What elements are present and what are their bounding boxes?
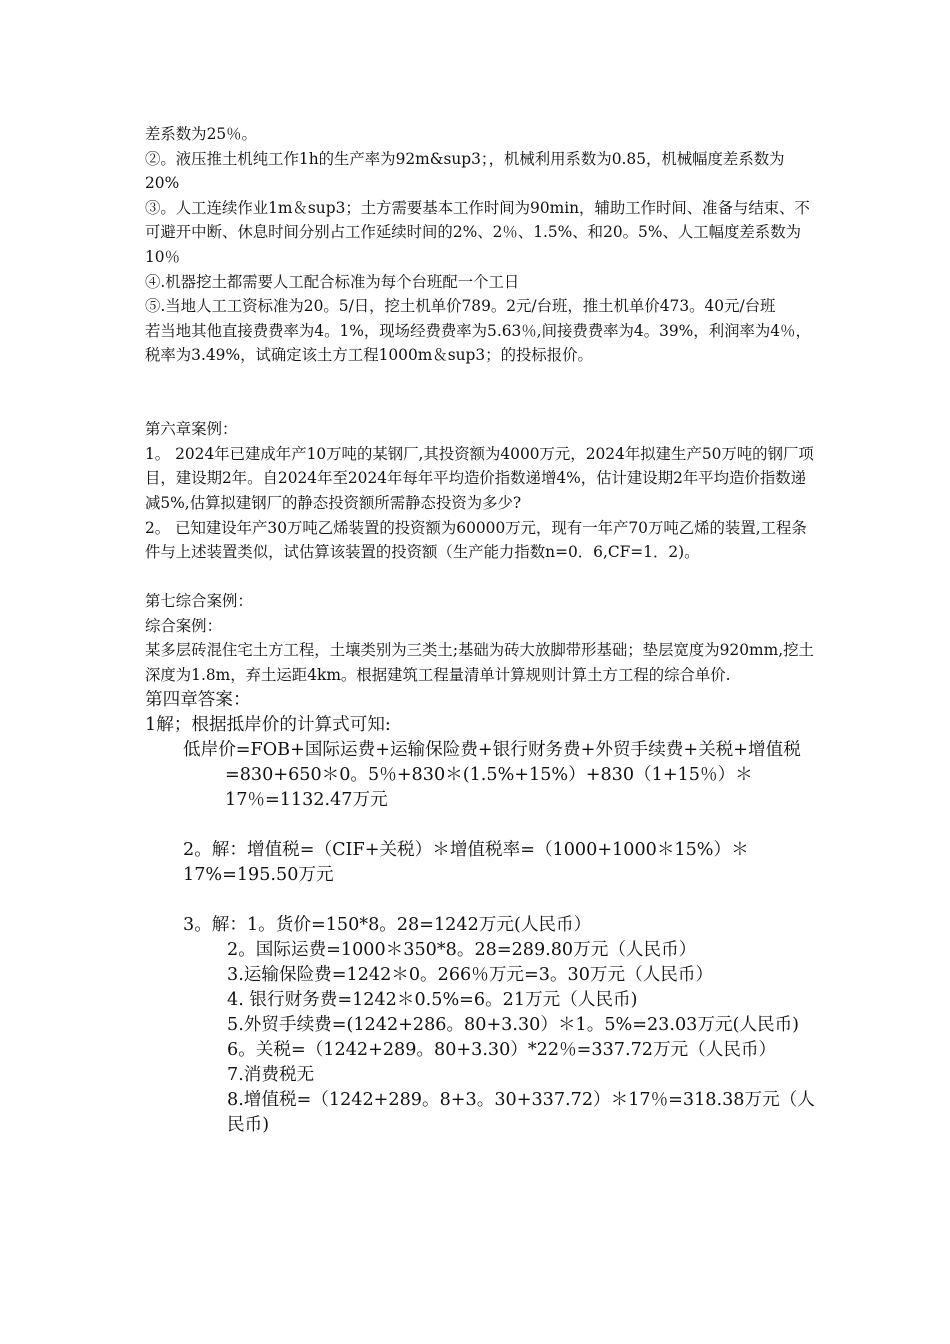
answer-3-item: 7.消费税无 (227, 1064, 315, 1085)
section-heading-ch4-answers: 第四章答案： (145, 689, 251, 710)
list-item: ③。人工连续作业1m＆sup3；土方需要基本工作时间为90min，辅助工作时间、准备与结束、不可避开中断、休息时间分别占工作延续时间的2%、2％、1.5%、和20。5%、人工幅度差系数为10％ (145, 198, 810, 266)
question-1: 1。 2024年已建成年产10万吨的某钢厂,其投资额为4000万元，2024年拟建生产50万吨的钢厂项目，建设期2年。自2024年至2024年每年平均造价指数递增4%，估计建设期2年平均造价指数递减5%,估算拟建钢厂的静态投资额所需静态投资为多少? (145, 444, 814, 512)
answer-1-formula: 低岸价=FOB+国际运费+运输保险费+银行财务费+外贸手续费+关税+增值税 (183, 739, 801, 760)
answer-3-item: 4. 银行财务费=1242＊0.5%=6。21万元（人民币) (227, 989, 638, 1010)
answer-3-item: 2。国际运费=1000＊350*8。28=289.80万元（人民币） (227, 939, 697, 960)
list-item: ⑤.当地人工工资标准为20。5/日，挖土机单价789。2元/台班，推土机单价473。40元/台班 (145, 297, 776, 316)
blank-line (145, 888, 815, 913)
answer-1-calculation: =830+650＊0。5％+830＊(1.5%+15%）+830（1+15％）＊17％=1132.47万元 (225, 764, 753, 810)
paragraph: 差系数为25％。 (145, 125, 257, 143)
answer-3-item: 3.运输保险费=1242＊0。266％万元=3。30万元（人民币） (227, 964, 714, 985)
section-heading-ch6: 第六章案例： (145, 420, 238, 439)
paragraph: 若当地其他直接费费率为4。1%，现场经费费率为5.63％,间接费费率为4。39%，利润率为4％，税率为3.49%，试确定该土方工程1000m＆sup3；的投标报价。 (145, 321, 811, 365)
blank-line (145, 393, 815, 418)
answer-1-intro: 1解；根据抵岸价的计算式可知: (145, 714, 391, 735)
answer-3-title: 3。解：1。货价=150*8。28=1242万元(人民币） (183, 914, 592, 935)
list-item: ④.机器挖土都需要人工配合标准为每个台班配一个工日 (145, 272, 520, 291)
blank-line (145, 565, 815, 590)
answer-3-item: 8.增值税=（1242+289。8+3。30+337.72）＊17％=318.38万元（人民币) (227, 1089, 815, 1135)
document-body (145, 122, 815, 1138)
answer-3-item: 5.外贸手续费=(1242+286。80+3.30）＊1。5%=23.03万元(人民币) (227, 1014, 800, 1035)
case-description: 某多层砖混住宅土方工程，土壤类别为三类土;基础为砖大放脚带形基础；垫层宽度为920mm,挖土深度为1.8m，弃土运距4km。根据建筑工程量清单计算规则计算土方工程的综合单价. (145, 641, 814, 685)
question-2: 2。 已知建设年产30万吨乙烯装置的投资额为60000万元，现有一年产70万吨乙烯的装置,工程条件与上述装置类似，试估算该装置的投资额（生产能力指数n=0．6,CF=1．2)。 (145, 518, 807, 562)
answer-2: 2。解：增值税=（CIF+关税）＊增值税率=（1000+1000＊15%）＊17%=195.50万元 (183, 839, 749, 885)
blank-line (145, 368, 815, 393)
list-item: ②。液压推土机纯工作1h的生产率为92m&sup3；，机械利用系数为0.85，机械幅度差系数为20% (145, 149, 785, 193)
answer-3-item: 6。关税=（1242+289。80+3.30）*22％=337.72万元（人民币） (227, 1039, 777, 1060)
subheading: 综合案例： (145, 616, 222, 635)
blank-line (145, 813, 815, 838)
section-heading-ch7: 第七综合案例： (145, 592, 253, 611)
